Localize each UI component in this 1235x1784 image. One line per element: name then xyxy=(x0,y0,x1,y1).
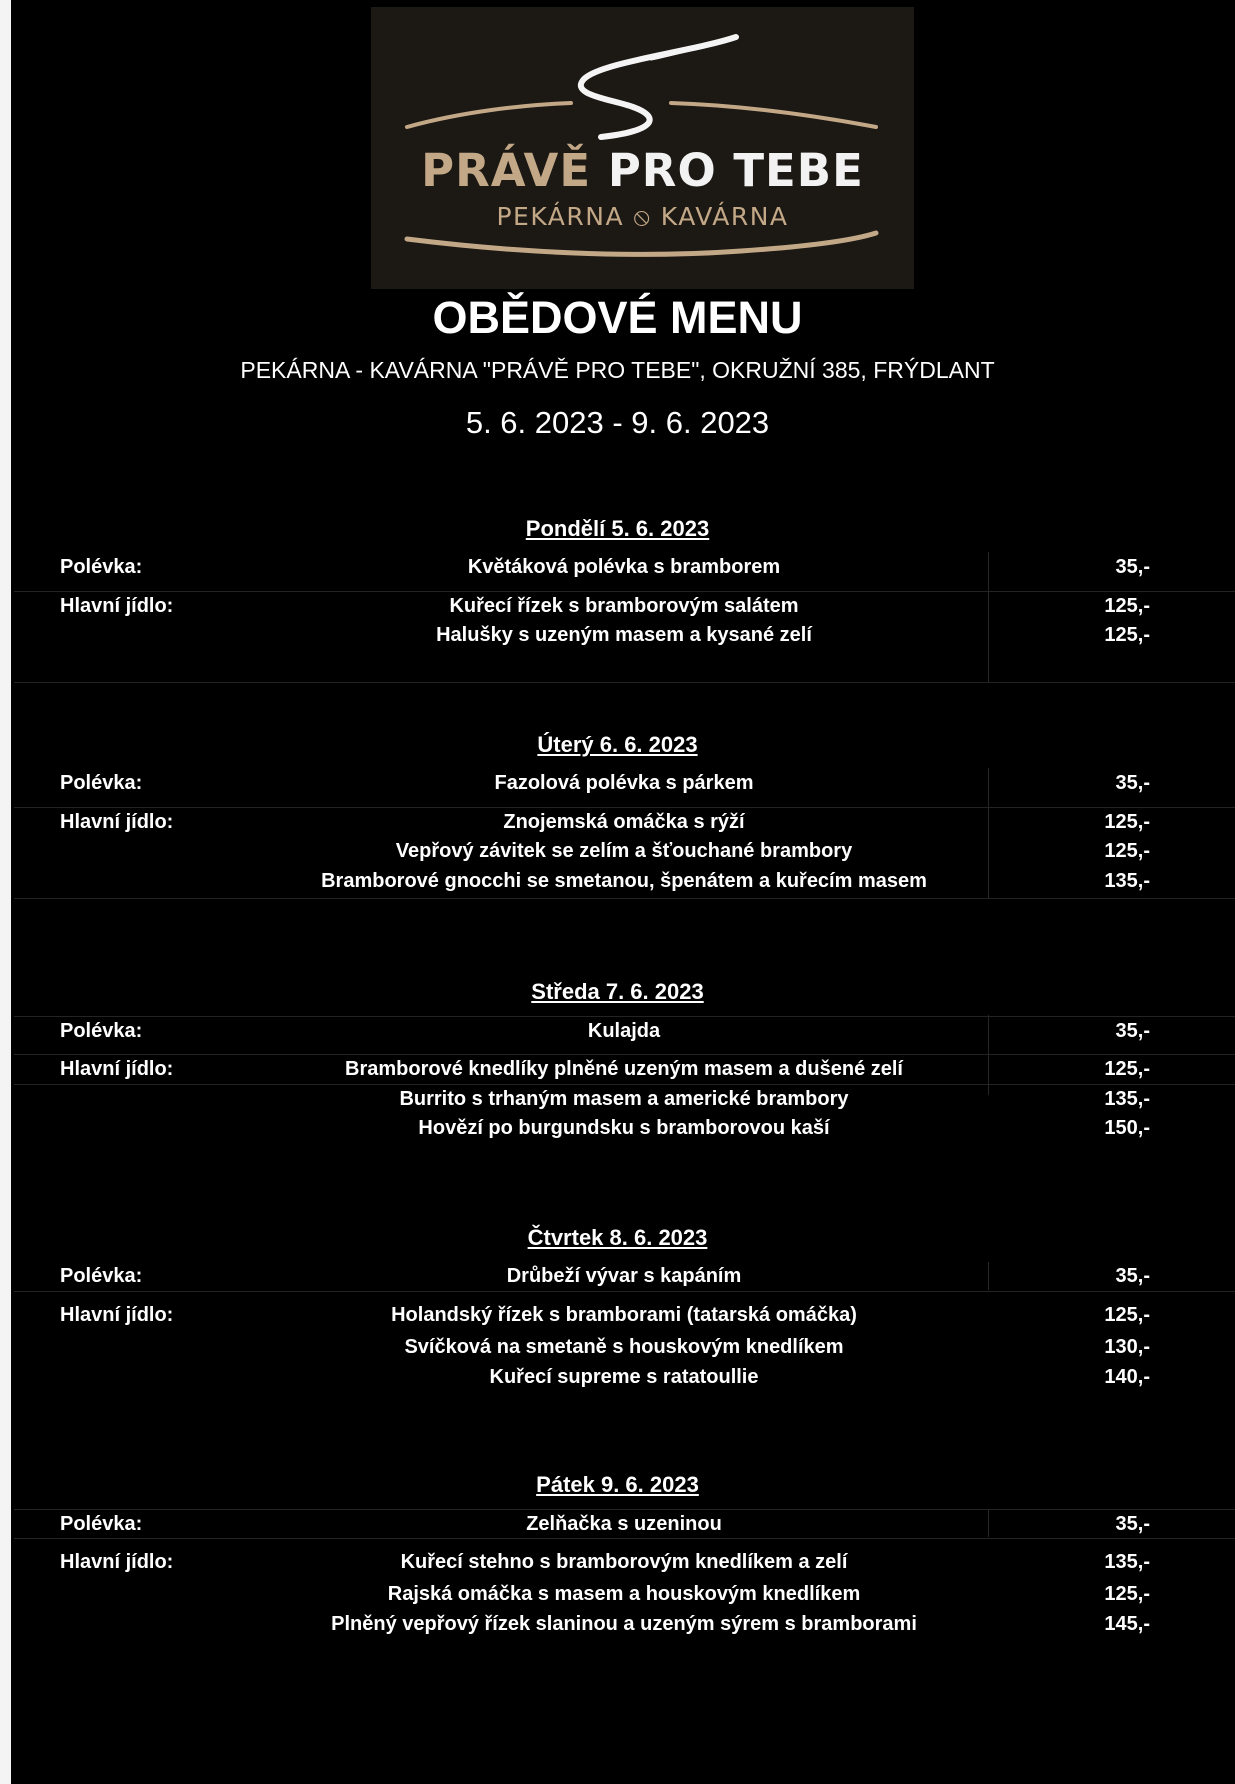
dish-price: 125,- xyxy=(1104,595,1150,617)
logo-tagline: PEKÁRNA ⦸ KAVÁRNA xyxy=(496,202,789,231)
day-heading: Úterý 6. 6. 2023 xyxy=(537,732,698,757)
dish-price: 130,- xyxy=(1104,1336,1150,1358)
soup-label: Polévka: xyxy=(60,556,143,578)
dish-name: Květáková polévka s bramborem xyxy=(467,556,781,578)
menu-title: OBĚDOVÉ MENU xyxy=(432,292,803,343)
main-row xyxy=(14,1114,1235,1142)
main-row xyxy=(14,807,1235,836)
dish-name: Bramborové gnocchi se smetanou, špenátem a kuřecím masem xyxy=(321,870,927,892)
dish-name: Kuřecí supreme s ratatoullie xyxy=(489,1366,759,1388)
main-label: Hlavní jídlo: xyxy=(60,811,174,833)
main-row xyxy=(14,1054,1235,1083)
soup-label: Polévka: xyxy=(60,772,143,794)
dish-price: 35,- xyxy=(1115,1513,1150,1535)
main-row xyxy=(14,1538,1235,1577)
dish-name: Kulajda xyxy=(587,1020,661,1042)
menu-date-range: 5. 6. 2023 - 9. 6. 2023 xyxy=(465,405,770,440)
dish-name: Vepřový závitek se zelím a šťouchané brambory xyxy=(395,840,853,862)
dish-price: 135,- xyxy=(1104,1551,1150,1573)
dish-price: 125,- xyxy=(1104,811,1150,833)
dish-price: 35,- xyxy=(1115,556,1150,578)
dish-name: Bramborové knedlíky plněné uzeným masem a dušené zelí xyxy=(345,1058,903,1080)
dish-name: Halušky s uzeným masem a kysané zelí xyxy=(436,624,812,646)
main-row xyxy=(14,1363,1235,1391)
dish-name: Zelňačka s uzeninou xyxy=(526,1513,722,1535)
day-heading: Pondělí 5. 6. 2023 xyxy=(525,516,710,541)
dish-price: 35,- xyxy=(1115,772,1150,794)
soup-label: Polévka: xyxy=(60,1513,143,1535)
main-label: Hlavní jídlo: xyxy=(60,1551,174,1573)
main-row xyxy=(14,1610,1235,1638)
dish-name: Plněný vepřový řízek slaninou a uzeným sýrem s bramborami xyxy=(331,1613,917,1635)
main-row xyxy=(14,1084,1235,1113)
main-row xyxy=(14,837,1235,865)
dish-name: Hovězí po burgundsku s bramborovou kaší xyxy=(418,1117,830,1139)
main-row xyxy=(14,1333,1235,1361)
main-row xyxy=(14,621,1235,649)
dish-price: 125,- xyxy=(1104,1583,1150,1605)
dish-price: 125,- xyxy=(1104,1304,1150,1326)
section-separator xyxy=(14,682,1235,683)
soup-label: Polévka: xyxy=(60,1265,143,1287)
dish-name: Burrito s trhaným masem a americké brambory xyxy=(399,1088,849,1110)
logo-brand-name: PRÁVĚ PRO TEBE xyxy=(421,144,864,197)
dish-price: 135,- xyxy=(1104,870,1150,892)
bakery-logo xyxy=(371,7,914,289)
soup-row xyxy=(14,1262,1235,1290)
dish-price: 150,- xyxy=(1104,1117,1150,1139)
dish-price: 35,- xyxy=(1115,1020,1150,1042)
section-separator xyxy=(14,898,1235,899)
main-label: Hlavní jídlo: xyxy=(60,1304,174,1326)
main-label: Hlavní jídlo: xyxy=(60,1058,174,1080)
dish-price: 125,- xyxy=(1104,624,1150,646)
soup-row xyxy=(14,1016,1235,1045)
dish-name: Holandský řízek s bramborami (tatarská omáčka) xyxy=(391,1304,857,1326)
day-heading: Čtvrtek 8. 6. 2023 xyxy=(527,1225,708,1250)
day-heading: Pátek 9. 6. 2023 xyxy=(536,1472,699,1497)
dish-price: 140,- xyxy=(1104,1366,1150,1388)
day-heading: Středa 7. 6. 2023 xyxy=(531,979,704,1004)
main-row xyxy=(14,1580,1235,1608)
soup-row xyxy=(14,553,1235,581)
dish-name: Rajská omáčka s masem a houskovým knedlíkem xyxy=(387,1583,861,1605)
dish-price: 35,- xyxy=(1115,1265,1150,1287)
main-row xyxy=(14,867,1235,895)
dish-name: Svíčková na smetaně s houskovým knedlíkem xyxy=(404,1336,844,1358)
soup-label: Polévka: xyxy=(60,1020,143,1042)
restaurant-address: PEKÁRNA - KAVÁRNA "PRÁVĚ PRO TEBE", OKRUŽNÍ 385, FRÝDLANT xyxy=(240,357,995,383)
dish-price: 125,- xyxy=(1104,1058,1150,1080)
dish-price: 125,- xyxy=(1104,840,1150,862)
dish-name: Kuřecí řízek s bramborovým salátem xyxy=(449,595,799,617)
main-row xyxy=(14,591,1235,620)
dish-name: Drůbeží vývar s kapáním xyxy=(506,1265,742,1287)
soup-row xyxy=(14,769,1235,797)
page-edge-strip xyxy=(0,0,11,1784)
dish-price: 135,- xyxy=(1104,1088,1150,1110)
soup-row xyxy=(14,1509,1235,1538)
dish-name: Znojemská omáčka s rýží xyxy=(503,811,745,833)
dish-price: 145,- xyxy=(1104,1613,1150,1635)
main-label: Hlavní jídlo: xyxy=(60,595,174,617)
dish-name: Kuřecí stehno s bramborovým knedlíkem a zelí xyxy=(400,1551,848,1573)
dish-name: Fazolová polévka s párkem xyxy=(494,772,754,794)
main-row xyxy=(14,1291,1235,1330)
